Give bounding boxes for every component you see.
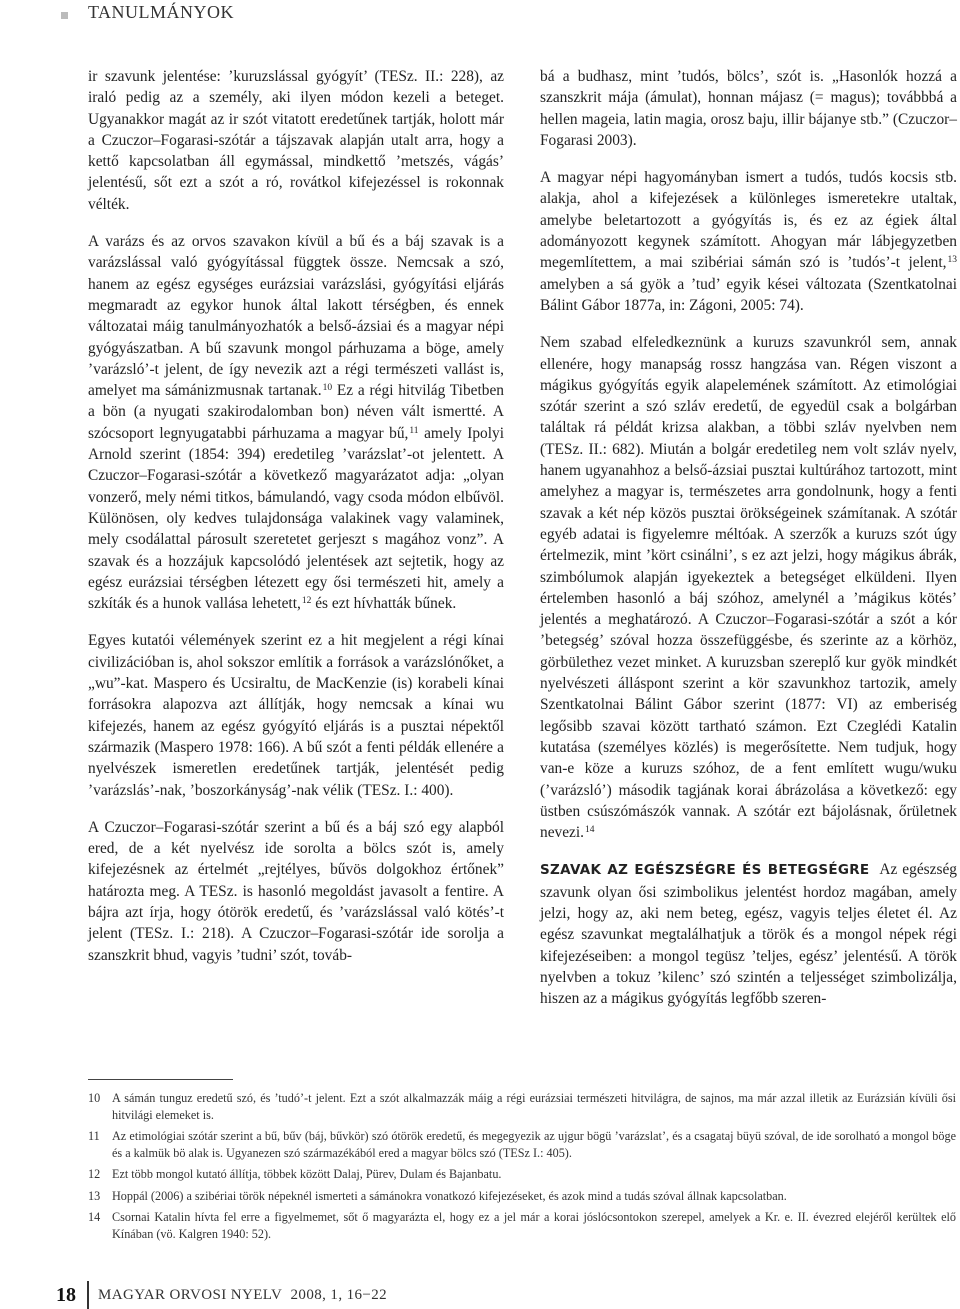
header-square-mark (61, 12, 68, 19)
footnote-14: 14 Csornai Katalin hívta fel erre a figyelmemet, sőt ő magyarázta el, hogy ez a jel már a korai jóslócsontokon szerepel, amelyek a Kr. e. II. évezred elejéről kerültek elő Kínában (vö. Kalgren 1940: 52). (88, 1210, 956, 1241)
footnote-ref-11[interactable]: 11 (409, 425, 419, 436)
section-header: TANULMÁNYOK (88, 2, 235, 22)
paragraph-varazs-bu-baj: A varázs és az orvos szavakon kívül a bű és a báj szavak is a varázslással való gyógyítással függtek össze. Nemcsak a szó, hanem az egész egységes eurázsiai varázslási, gyógyítási eljárás megmaradt az egykor hunok által lakott térségben, és ennek változatai máig tanulmányozhatók a belső-ázsiai és a magyar népi gyógyászatban. A bű szavunk mongol párhuzama a böge, amely ’varázsló’-t jelent, de így nevezik azt a régi természeti vallást is, amelyet ma sámánizmusnak tartanak.$^{10}$ Ez a régi hitvilág Tibetben a bön (a nyugati szakirodalomban bon) néven vált ismertté. A szócsoport legnyugatabbi párhuzama a magyar bű,$^{11}$ amely Ipolyi Arnold szerint (1854: 394) eredetileg ’varázslat’-ot jelentett. A Czuczor–Fogarasi-szótár a következő magyarázatot adja: „olyan vonzerő, mely némi titkos, bámulandó, vagy csoda módon elbűvöl. Különösen, oly kedves tulajdonsága valakinek vagy valaminek, mely csodálattal párosult szeretetet gerjeszt s magához vonz”. A szavak és a hozzájuk kapcsolódó jelentések azt sejtetik, hogy az egész eurázsiai térségben létezett egy ősi természeti hit, amely a szkíták és a hunok vallása lehetett,$^{12}$ és ezt hívhatták bűnek. (88, 233, 504, 613)
footnote-10: 10 A sámán tunguz eredetű szó, és ’tudó’-t jelent. Ezt a szót alkalmazzák máig a régi eurázsiai természeti hitvilágra, de sajnos, ma már azzal illetik az Eurázsián kívüli ősi hitvilági elemeket is. (88, 1091, 956, 1122)
footer-divider (87, 1281, 89, 1309)
paragraph-kinai-wu: Egyes kutatói vélemények szerint ez a hit megjelent a régi kínai civilizációban is, ahol sokszor említik a források a varázslónőket, a „wu”-kat. Maspero és Ucsiraltu, de MacKenzie (is) korabeli kínai forrásokra alapozva azt állítják, hogy nemcsak a kínai wu kifejezés, hanem az egész gyógyító eljárás is a pusztai népektől származik (Maspero 1978: 166). A bű szót a fenti példák ellenére a nyelvészek ismeretlen eredetűnek tartják, jelentését pedig ’varázslás’-nak, ’boszorkányság’-nak vélik (TESz. I.: 400). (88, 632, 504, 799)
footnote-11: 11 Az etimológiai szótár szerint a bű, bűv (báj, bűvkör) szó ótörök eredetű, és megegyezik az ujgur bögü ’varázslat’, és a csagataj büyü szóval, de ide sorolható a mongol böge és a kalmük bö alak is. Ugyanezen szó származékából ered a magyar bölcs szó (TESz I.: 405). (88, 1129, 956, 1160)
footnote-ref-13[interactable]: 13 (947, 255, 957, 266)
footnote-ref-12[interactable]: 12 (301, 596, 312, 607)
paragraph-czuczor-bolcs: A Czuczor–Fogarasi-szótár szerint a bű és a báj szó egy alapból ered, de a két nyelvész ide sorolta a bölcs szót is, amely kifejezésnek az értelmét „rejtélyes, bűvös dolgokhoz értőnek” határozta meg. A TESz. is hasonló megoldást javasolt a fentire. A bájra azt írja, hogy ótörök eredetű, és ’varázslással való kötés’-t jelent (TESz. I.: 218). A Czuczor–Fogarasi-szótár ide sorolja a szanszkrit bhud, vagyis ’tudni’ szót, továb- (88, 818, 504, 964)
left-column (88, 66, 504, 966)
paragraph-budhasz: bá a budhasz, mint ’tudós, bölcs’, szót is. „Hasonlók hozzá a szanszkrit mája (ámulat), honnan májasz (= magus); továbbbá a hellen mageia, latin magia, orosz baju, illir bájanye stb.” (Czuczor–Fogarasi 2003). (540, 68, 957, 149)
paragraph-tudos-kocsis: A magyar népi hagyományban ismert a tudós, tudós kocsis stb. alakja, ahol a kifejezések a különleges ismeretekre utaltak, amelybe beletartozott a gyógyítás is, és ez az égiek által adományozott kegynek számított. Ahogyan már lábjegyzetben megemlítettem, a mai szibériai sámán szó is ’tudós’-t jelent,$^{13}$ amelyben a sá gyök a ’tud’ egyik kései változata (Szentkatolnai Bálint Gábor 1877a, in: Zágoni, 2005: 74). (540, 169, 957, 314)
footnote-12: 12 Ezt több mongol kutató állítja, többek között Dalaj, Pürev, Dulam és Bajanbatu. (88, 1167, 502, 1181)
paragraph-kuruzs: Nem szabad elfeledkeznünk a kuruzs szavunkról sem, annak ellenére, hogy manapság rossz hangzása van. Régen viszont a mágikus gyógyítás egyik alapelemének számított. Az etimológiai szótár szerint a szó szláv eredetű, de egyedül csak a bolgárban találtak rá példát krizsa alakban, a többi szláv nyelvben nem (TESz. II.: 682). Miután a bolgár eredetileg nem volt szláv nyelv, hanem ugyanahhoz a belső-ázsiai pusztai kultúrához tartozott, mint amelyhez a magyar is, természetes arra gondolnunk, hogy a fenti szavak a két nép közös pusztai örökségeinek számítanak. A szótár egyéb adatai is figyelemre méltóak. A szerzők a kuruzs szót úgy értelmezik, mint ’kört csinálni’, s ez azt jelzi, hogy mágikus ábrák, szimbólumok alapján igyekeztek a betegséget elküldeni. Ilyen értelemben hasonló a báj szóhoz, amelynél a ’mágikus kötés’ jelentés a meghatározó. A Czuczor–Fogarasi-szótár a szót a kór ’betegség’ szóval hozza összefüggésbe, és szerinte az a körhöz, görbülethez vezet minket. A kuruzsban szereplő kur gyök mindkét nyelvészeti álláspont szerint a kör szavunkhoz tartozik, amely Szentkatolnai Bálint Gábor szerint (1877: VI) az emberiség legősibb szavai között tartható számon. Ezt Czeglédi Katalin kutatása (személyes közlés) is megerősítette. Nem tudjuk, hogy van-e köze a kuruzs szóhoz, de a fent említett wugu/wuku (’varázsló’) második tagjának korai ábrázolása a következő: egy üstben csúszómászók vannak. A szótár ezt bájolásnak, őrületnek nevezi.$^{14}$ (540, 334, 957, 842)
footnote-13: 13 Hoppál (2006) a szibériai török népeknél ismerteti a sámánokra vonatkozó kifejezéseket, és azok mind a tudás szóval állnak kapcsolatban. (88, 1188, 787, 1203)
journal-citation: MAGYAR ORVOSI NYELV 2008, 1, 16−22 (98, 1287, 388, 1303)
footnotes (88, 1090, 956, 1247)
right-column (540, 66, 957, 1009)
paragraph-ir-szo: ir szavunk jelentése: ’kuruzslással gyógyít’ (TESz. II.: 228), az iraló pedig az a személy, aki ilyen módon kezeli a beteget. Ugyanakkor magát az ir szót vitatott eredetűnek tartják, holott már a Czuczor–Fogarasi-szótár a tájszavak alapján utalt arra, hogy a kettő kapcsolatban áll egymással, mindkettő ’metszés, vágás’ jelentésű, sőt ezt a szót a ró, rovátkol kifejezéssel is rokonnak vélték. (88, 68, 504, 213)
footnote-divider (88, 1079, 233, 1080)
paragraph-egeszseg: SZAVAK AZ EGÉSZSÉGRE ÉS BETEGSÉGRE Az egészség szavunk olyan ősi szimbolikus jelentést hordoz magában, amely jelzi, hogy az, aki nem beteg, egész, vagyis teljes életet él. Az egész szavunkat megtalálhatjuk a török és a mongol népek régi kifejezéseiben: a mongol tegüsz ’teljes, egész’ jelentésű. A török nyelvben a tokuz ’kilenc’ szó szintén a teljességet szimbolizálja, hiszen az a mágikus gyógyítás legfőbb szeren- (540, 861, 957, 1008)
footnote-ref-10[interactable]: 10 (322, 383, 333, 394)
footnote-ref-14[interactable]: 14 (585, 825, 595, 836)
section-heading: SZAVAK AZ EGÉSZSÉGRE ÉS BETEGSÉGRE (540, 862, 870, 879)
page-number: 18 (56, 1284, 76, 1306)
